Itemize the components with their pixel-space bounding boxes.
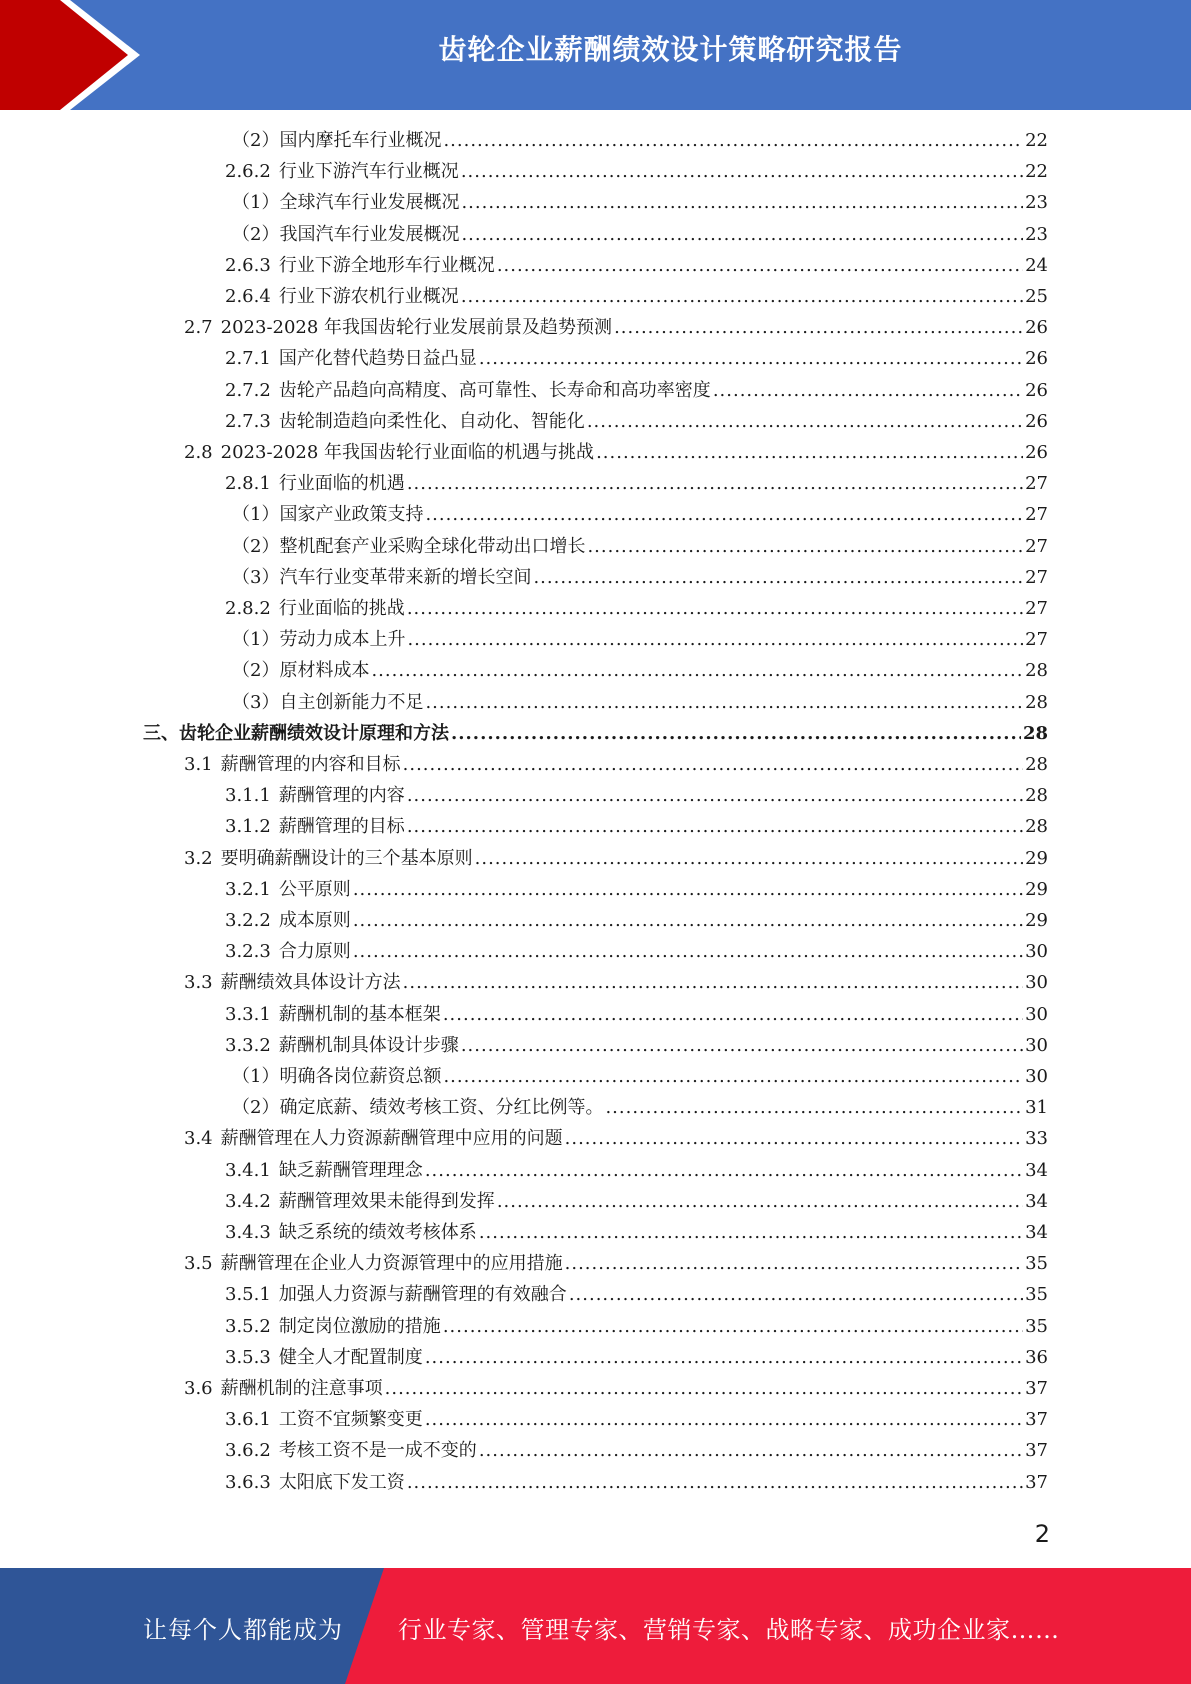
toc-entry-number: 3.1.2: [225, 816, 271, 838]
toc-entry-title: 齿轮企业薪酬绩效设计原理和方法: [179, 722, 449, 744]
toc-dot-leader: [407, 470, 1023, 498]
toc-dot-leader: [403, 969, 1023, 997]
toc-entry[interactable]: [184, 1375, 1048, 1403]
toc-entry-page: 26: [1025, 379, 1048, 401]
toc-entry-title: 薪酬机制的注意事项: [220, 1378, 383, 1399]
toc-entry-page: 35: [1025, 1284, 1048, 1306]
toc-entry-page: 23: [1025, 192, 1048, 214]
toc-entry-number: （3）: [232, 691, 280, 713]
toc-entry[interactable]: [232, 221, 1048, 249]
toc-entry[interactable]: [225, 408, 1048, 436]
toc-entry-number: 3.2: [184, 847, 213, 869]
toc-entry-number: 三、: [143, 722, 179, 744]
toc-entry-number: 3.6: [184, 1378, 213, 1399]
toc-entry-title: 要明确薪酬设计的三个基本原则: [220, 847, 473, 869]
toc-entry[interactable]: [184, 1250, 1048, 1278]
toc-entry[interactable]: [225, 252, 1048, 280]
toc-dot-leader: [407, 782, 1023, 810]
toc-entry[interactable]: [225, 1344, 1048, 1372]
toc-entry[interactable]: [225, 782, 1048, 810]
toc-entry-title: 国家产业政策支持: [279, 504, 424, 526]
toc-entry-number: 3.4: [184, 1128, 213, 1150]
toc-dot-leader: [479, 345, 1023, 373]
toc-entry-number: 2.8: [184, 442, 213, 463]
toc-dot-leader: [451, 720, 1021, 748]
page-number: 2: [1034, 1520, 1050, 1548]
toc-entry[interactable]: [232, 1094, 1048, 1122]
toc-dot-leader: [713, 377, 1023, 405]
toc-entry[interactable]: [184, 751, 1048, 779]
toc-entry-number: （3）: [232, 566, 280, 588]
toc-entry-title: 国内摩托车行业概况: [279, 130, 442, 151]
toc-entry[interactable]: [225, 1157, 1048, 1185]
toc-dot-leader: [605, 1094, 1023, 1122]
toc-dot-leader: [596, 439, 1023, 467]
toc-entry-page: 28: [1022, 722, 1048, 744]
toc-dot-leader: [497, 1188, 1023, 1216]
toc-entry-page: 29: [1025, 878, 1048, 900]
toc-entry-number: （1）: [232, 629, 280, 651]
toc-entry-title: 考核工资不是一成不变的: [278, 1440, 477, 1462]
toc-entry-title: 成本原则: [278, 910, 351, 931]
toc-dot-leader: [443, 127, 1023, 155]
toc-entry-page: 30: [1025, 972, 1048, 994]
toc-entry-number: 2.7.2: [225, 379, 271, 401]
toc-entry[interactable]: [232, 1063, 1048, 1091]
page-footer: [0, 1568, 1191, 1684]
toc-entry-title: 明确各岗位薪资总额: [279, 1066, 442, 1087]
toc-entry[interactable]: [232, 657, 1048, 685]
toc-dot-leader: [425, 1344, 1023, 1372]
toc-entry-number: 2.8.2: [225, 598, 271, 619]
toc-entry-title: 缺乏系统的绩效考核体系: [278, 1222, 477, 1243]
toc-entry-title: 公平原则: [278, 878, 351, 900]
toc-entry-title: 制定岗位激励的措施: [278, 1315, 441, 1337]
toc-entry[interactable]: [225, 283, 1048, 311]
toc-entry-number: （2）: [232, 660, 280, 682]
toc-entry-page: 27: [1025, 566, 1048, 588]
toc-entry-title: 薪酬机制的基本框架: [278, 1003, 441, 1025]
report-title: 齿轮企业薪酬绩效设计策略研究报告: [438, 33, 903, 66]
toc-entry-title: 缺乏薪酬管理理念: [278, 1159, 423, 1181]
toc-entry-title: 原材料成本: [279, 660, 370, 682]
toc-entry-page: 37: [1025, 1471, 1048, 1493]
toc-entry-title: 整机配套产业采购全球化带动出口增长: [279, 535, 586, 557]
toc-entry[interactable]: [225, 813, 1048, 841]
toc-entry-number: 3.5.2: [225, 1315, 271, 1337]
toc-dot-leader: [443, 1063, 1023, 1091]
toc-dot-leader: [403, 751, 1023, 779]
toc-entry-number: 2.7.3: [225, 410, 271, 432]
toc-entry-number: （2）: [232, 1097, 280, 1119]
toc-entry[interactable]: [184, 845, 1048, 873]
toc-entry-number: 3.5: [184, 1253, 213, 1275]
toc-entry[interactable]: [232, 564, 1048, 592]
toc-entry-title: 汽车行业变革带来新的增长空间: [279, 566, 532, 588]
toc-entry[interactable]: [232, 501, 1048, 529]
toc-dot-leader: [461, 158, 1023, 186]
toc-entry-number: 2.7: [184, 317, 213, 339]
toc-entry-title: 薪酬管理的内容和目标: [220, 754, 401, 775]
toc-entry-page: 27: [1025, 598, 1048, 619]
toc-dot-leader: [461, 189, 1023, 217]
toc-entry-page: 28: [1025, 660, 1048, 682]
toc-entry-page: 26: [1025, 410, 1048, 432]
toc-entry-title: 薪酬管理的目标: [278, 816, 405, 838]
toc-entry-page: 22: [1025, 161, 1048, 183]
toc-dot-leader: [587, 408, 1023, 436]
toc-dot-leader: [533, 564, 1023, 592]
toc-dot-leader: [461, 283, 1023, 311]
toc-entry-page: 24: [1025, 254, 1048, 276]
toc-entry[interactable]: [184, 1125, 1048, 1153]
toc-dot-leader: [461, 221, 1023, 249]
toc-entry-number: （2）: [232, 223, 280, 245]
toc-entry-title: 2023-2028 年我国齿轮行业面临的机遇与挑战: [220, 442, 595, 463]
toc-entry[interactable]: [143, 720, 1048, 748]
toc-dot-leader: [479, 1437, 1023, 1465]
toc-entry[interactable]: [225, 1469, 1048, 1497]
toc-entry[interactable]: [225, 938, 1048, 966]
toc-entry-page: 29: [1025, 847, 1048, 869]
toc-entry-page: 28: [1025, 785, 1048, 807]
toc-entry-page: 22: [1025, 130, 1048, 151]
toc-entry-number: 2.8.1: [225, 473, 271, 495]
toc-dot-leader: [569, 1281, 1023, 1309]
toc-entry-title: 自主创新能力不足: [279, 691, 424, 713]
toc-entry-number: 3.1.1: [225, 785, 271, 807]
toc-dot-leader: [479, 1219, 1023, 1247]
toc-entry-page: 29: [1025, 910, 1048, 931]
toc-entry-title: 合力原则: [278, 941, 351, 963]
toc-entry[interactable]: [232, 626, 1048, 654]
toc-entry-page: 26: [1025, 442, 1048, 463]
toc-entry-number: 2.6.3: [225, 254, 271, 276]
toc-entry[interactable]: [225, 1313, 1048, 1341]
toc-dot-leader: [587, 533, 1023, 561]
toc-entry[interactable]: [225, 1437, 1048, 1465]
toc-entry-page: 26: [1025, 348, 1048, 370]
toc-entry-number: 3.2.1: [225, 878, 271, 900]
toc-entry-number: （1）: [232, 192, 280, 214]
toc-entry-title: 行业面临的机遇: [278, 473, 405, 495]
toc-dot-leader: [385, 1375, 1023, 1403]
toc-entry[interactable]: [184, 314, 1048, 342]
toc-entry-title: 确定底薪、绩效考核工资、分红比例等。: [279, 1097, 604, 1119]
toc-entry-title: 太阳底下发工资: [278, 1471, 405, 1493]
toc-entry-page: 35: [1025, 1253, 1048, 1275]
toc-entry[interactable]: [232, 127, 1048, 155]
toc-entry[interactable]: [225, 907, 1048, 935]
toc-entry-page: 37: [1025, 1378, 1048, 1399]
toc-dot-leader: [565, 1125, 1023, 1153]
toc-dot-leader: [497, 252, 1023, 280]
toc-entry[interactable]: [225, 470, 1048, 498]
toc-entry-title: 劳动力成本上升: [279, 629, 406, 651]
toc-dot-leader: [443, 1313, 1023, 1341]
toc-entry-number: 2.7.1: [225, 348, 271, 370]
toc-dot-leader: [425, 689, 1023, 717]
toc-entry-page: 23: [1025, 223, 1048, 245]
toc-dot-leader: [475, 845, 1023, 873]
toc-dot-leader: [425, 1406, 1023, 1434]
toc-entry-page: 33: [1025, 1128, 1048, 1150]
toc-entry-number: 3.4.3: [225, 1222, 271, 1243]
toc-dot-leader: [461, 1032, 1023, 1060]
toc-entry-number: （2）: [232, 535, 280, 557]
toc-entry-number: 3.3: [184, 972, 213, 994]
toc-dot-leader: [407, 626, 1023, 654]
toc-entry-number: 3.1: [184, 754, 213, 775]
toc-entry[interactable]: [225, 1032, 1048, 1060]
toc-entry[interactable]: [232, 689, 1048, 717]
toc-entry-number: 3.6.2: [225, 1440, 271, 1462]
toc-entry[interactable]: [184, 439, 1048, 467]
toc-entry[interactable]: [225, 377, 1048, 405]
toc-entry-number: 2.6.4: [225, 286, 271, 307]
toc-entry-title: 健全人才配置制度: [278, 1346, 423, 1368]
toc-entry-number: 3.3.2: [225, 1034, 271, 1056]
toc-entry-title: 2023-2028 年我国齿轮行业发展前景及趋势预测: [220, 317, 613, 339]
toc-entry-title: 薪酬管理效果未能得到发挥: [278, 1190, 495, 1212]
toc-entry[interactable]: [225, 158, 1048, 186]
toc-entry[interactable]: [232, 533, 1048, 561]
toc-entry-page: 25: [1025, 286, 1048, 307]
toc-entry-page: 28: [1025, 816, 1048, 838]
toc-entry-title: 薪酬管理在企业人力资源管理中的应用措施: [220, 1253, 563, 1275]
toc-entry-page: 34: [1025, 1222, 1048, 1243]
toc-entry-number: 3.6.3: [225, 1471, 271, 1493]
toc-entry-page: 37: [1025, 1409, 1048, 1431]
toc-entry[interactable]: [225, 345, 1048, 373]
toc-entry-number: 3.5.1: [225, 1284, 271, 1306]
toc-dot-leader: [353, 876, 1023, 904]
toc-entry-page: 30: [1025, 941, 1048, 963]
toc-entry-title: 国产化替代趋势日益凸显: [278, 348, 477, 370]
toc-dot-leader: [425, 501, 1023, 529]
footer-slogan-right: 行业专家、管理专家、营销专家、战略专家、成功企业家……: [398, 1616, 1060, 1644]
toc-entry-title: 我国汽车行业发展概况: [279, 223, 460, 245]
toc-entry-title: 薪酬绩效具体设计方法: [220, 972, 401, 994]
toc-dot-leader: [407, 1469, 1023, 1497]
toc-entry-title: 齿轮产品趋向高精度、高可靠性、长寿命和高功率密度: [278, 379, 711, 401]
toc-entry-page: 27: [1025, 473, 1048, 495]
toc-entry-number: （2）: [232, 130, 280, 151]
toc-entry-title: 齿轮制造趋向柔性化、自动化、智能化: [278, 410, 585, 432]
toc-entry-title: 工资不宜频繁变更: [278, 1409, 423, 1431]
toc-entry-title: 行业下游农机行业概况: [278, 286, 459, 307]
toc-entry[interactable]: [184, 969, 1048, 997]
toc-entry-page: 31: [1025, 1097, 1048, 1119]
toc-dot-leader: [443, 1001, 1023, 1029]
toc-entry-title: 薪酬管理在人力资源薪酬管理中应用的问题: [220, 1128, 563, 1150]
toc-entry[interactable]: [225, 1219, 1048, 1247]
toc-entry[interactable]: [232, 189, 1048, 217]
toc-entry-page: 35: [1025, 1315, 1048, 1337]
toc-entry-number: 3.4.1: [225, 1159, 271, 1181]
toc-entry-page: 30: [1025, 1003, 1048, 1025]
toc-entry-page: 34: [1025, 1159, 1048, 1181]
toc-entry[interactable]: [225, 1281, 1048, 1309]
toc-dot-leader: [353, 938, 1023, 966]
toc-entry-number: 3.6.1: [225, 1409, 271, 1431]
toc-entry[interactable]: [225, 1001, 1048, 1029]
toc-entry-title: 行业下游全地形车行业概况: [278, 254, 495, 276]
toc-entry-page: 30: [1025, 1066, 1048, 1087]
toc-entry-number: 3.4.2: [225, 1190, 271, 1212]
page-header: [0, 0, 1191, 110]
toc-entry-title: 薪酬机制具体设计步骤: [278, 1034, 459, 1056]
toc-entry-page: 28: [1025, 691, 1048, 713]
toc-dot-leader: [407, 595, 1023, 623]
toc-entry-title: 全球汽车行业发展概况: [279, 192, 460, 214]
toc-entry-page: 27: [1025, 535, 1048, 557]
toc-entry[interactable]: [225, 876, 1048, 904]
toc-entry-page: 27: [1025, 629, 1048, 651]
toc-entry-number: （1）: [232, 1066, 280, 1087]
toc-entry[interactable]: [225, 1406, 1048, 1434]
toc-entry-page: 37: [1025, 1440, 1048, 1462]
toc-entry-number: 3.2.3: [225, 941, 271, 963]
toc-dot-leader: [371, 657, 1023, 685]
toc-entry-page: 27: [1025, 504, 1048, 526]
toc-entry-page: 36: [1025, 1346, 1048, 1368]
toc-entry-title: 行业下游汽车行业概况: [278, 161, 459, 183]
toc-dot-leader: [407, 813, 1023, 841]
toc-entry-page: 30: [1025, 1034, 1048, 1056]
toc-entry-title: 行业面临的挑战: [278, 598, 405, 619]
toc-dot-leader: [565, 1250, 1023, 1278]
toc-entry-page: 26: [1025, 317, 1048, 339]
footer-slogan-left: 让每个人都能成为: [143, 1616, 343, 1644]
toc-entry-title: 加强人力资源与薪酬管理的有效融合: [278, 1284, 567, 1306]
toc-dot-leader: [425, 1157, 1023, 1185]
toc-entry-page: 28: [1025, 754, 1048, 775]
toc-entry-number: 3.2.2: [225, 910, 271, 931]
toc-entry-number: 2.6.2: [225, 161, 271, 183]
toc-dot-leader: [614, 314, 1023, 342]
toc-entry-title: 薪酬管理的内容: [278, 785, 405, 807]
toc-entry-number: 3.5.3: [225, 1346, 271, 1368]
toc-entry[interactable]: [225, 595, 1048, 623]
toc-entry-number: （1）: [232, 504, 280, 526]
toc-dot-leader: [353, 907, 1023, 935]
toc-entry-number: 3.3.1: [225, 1003, 271, 1025]
toc-entry[interactable]: [225, 1188, 1048, 1216]
toc-entry-page: 34: [1025, 1190, 1048, 1212]
